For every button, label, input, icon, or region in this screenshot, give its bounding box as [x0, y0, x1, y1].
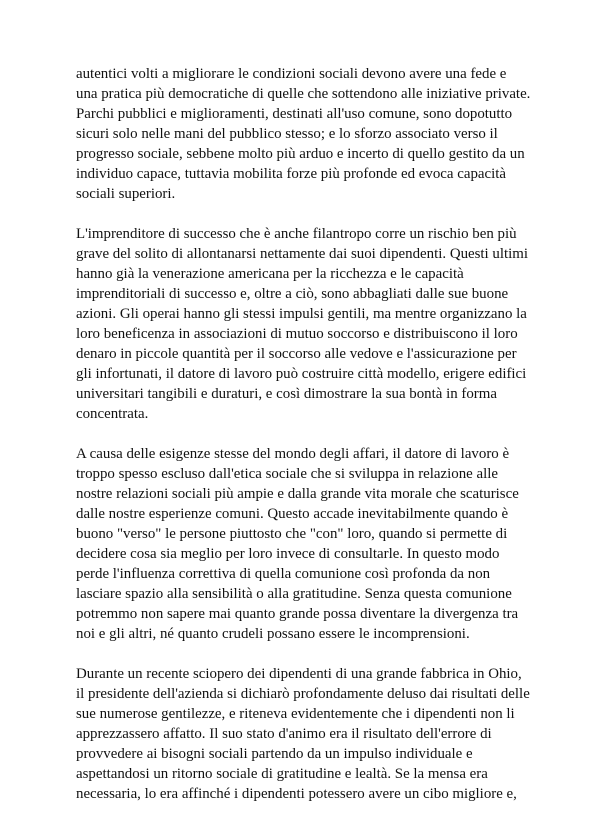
- text-line: gli infortunati, il datore di lavoro può costruire città modello, erigere edifici: [76, 366, 527, 382]
- text-line: denaro in piccole quantità per il soccorso alle vedove e l'assicurazione per: [76, 346, 517, 362]
- paragraph-2: [76, 224, 536, 424]
- text-line: una pratica più democratiche di quelle che sottendono alle iniziative private.: [76, 86, 531, 102]
- text-line: noi e gli altri, né quanto crudeli possano essere le incomprensioni.: [76, 626, 470, 642]
- text-line: Durante un recente sciopero dei dipendenti di una grande fabbrica in Ohio,: [76, 666, 522, 682]
- text-line: universitari tangibili e duraturi, e così dimostrare la sua bontà in forma: [76, 386, 497, 402]
- text-line: troppo spesso escluso dall'etica sociale che si sviluppa in relazione alle: [76, 466, 498, 482]
- text-line: buono "verso" le persone piuttosto che "con" loro, quando si permette di: [76, 526, 508, 542]
- paragraph-1: [76, 64, 536, 204]
- text-line: grave del solito di allontanarsi nettamente dai suoi dipendenti. Questi ultimi: [76, 246, 528, 262]
- text-line: perde l'influenza correttiva di quella comunione così profonda da non: [76, 566, 491, 582]
- text-line: azioni. Gli operai hanno gli stessi impulsi gentili, ma mentre organizzano la: [76, 306, 527, 322]
- text-line: sue numerose gentilezze, e riteneva evidentemente che i dipendenti non li: [76, 706, 515, 722]
- text-line: provvedere ai bisogni sociali partendo da un impulso individuale e: [76, 746, 473, 762]
- text-line: Parchi pubblici e miglioramenti, destinati all'uso comune, sono dopotutto: [76, 106, 513, 122]
- text-line: sociali superiori.: [76, 186, 176, 202]
- text-line: progresso sociale, sebbene molto più arduo e incerto di quello gestito da un: [76, 146, 525, 162]
- text-line: imprenditoriali di successo e, oltre a ciò, sono abbagliati dalle sue buone: [76, 286, 509, 302]
- text-line: concentrata.: [76, 406, 149, 422]
- text-line: hanno già la venerazione americana per la ricchezza e le capacità: [76, 266, 464, 282]
- document-page: [76, 64, 536, 824]
- text-line: A causa delle esigenze stesse del mondo degli affari, il datore di lavoro è: [76, 446, 510, 462]
- text-line: potremmo non sapere mai quanto grande possa diventare la divergenza tra: [76, 606, 519, 622]
- text-line: individuo capace, tuttavia mobilita forze più profonde ed evoca capacità: [76, 166, 506, 182]
- text-line: nostre relazioni sociali più ampie e dalla grande vita morale che scaturisce: [76, 486, 519, 502]
- paragraph-3: [76, 444, 536, 644]
- text-line: dalle nostre esperienze comuni. Questo accade inevitabilmente quando è: [76, 506, 509, 522]
- text-line: lasciare spazio alla sensibilità o alla gratitudine. Senza questa comunione: [76, 586, 512, 602]
- text-line: L'imprenditore di successo che è anche filantropo corre un rischio ben più: [76, 226, 517, 242]
- text-line: il presidente dell'azienda si dichiarò profondamente deluso dai risultati delle: [76, 686, 530, 702]
- text-line: loro beneficenza in associazioni di mutuo soccorso e distribuiscono il loro: [76, 326, 518, 342]
- text-line: sicuri solo nelle mani del pubblico stesso; e lo sforzo associato verso il: [76, 126, 498, 142]
- text-line: autentici volti a migliorare le condizioni sociali devono avere una fede e: [76, 66, 507, 82]
- text-line: necessaria, lo era affinché i dipendenti potessero avere un cibo migliore e,: [76, 786, 517, 802]
- paragraph-4: [76, 664, 536, 804]
- text-line: decidere cosa sia meglio per loro invece di consultarle. In questo modo: [76, 546, 500, 562]
- text-line: apprezzassero affatto. Il suo stato d'animo era il risultato dell'errore di: [76, 726, 492, 742]
- text-line: aspettandosi un ritorno sociale di gratitudine e lealtà. Se la mensa era: [76, 766, 488, 782]
